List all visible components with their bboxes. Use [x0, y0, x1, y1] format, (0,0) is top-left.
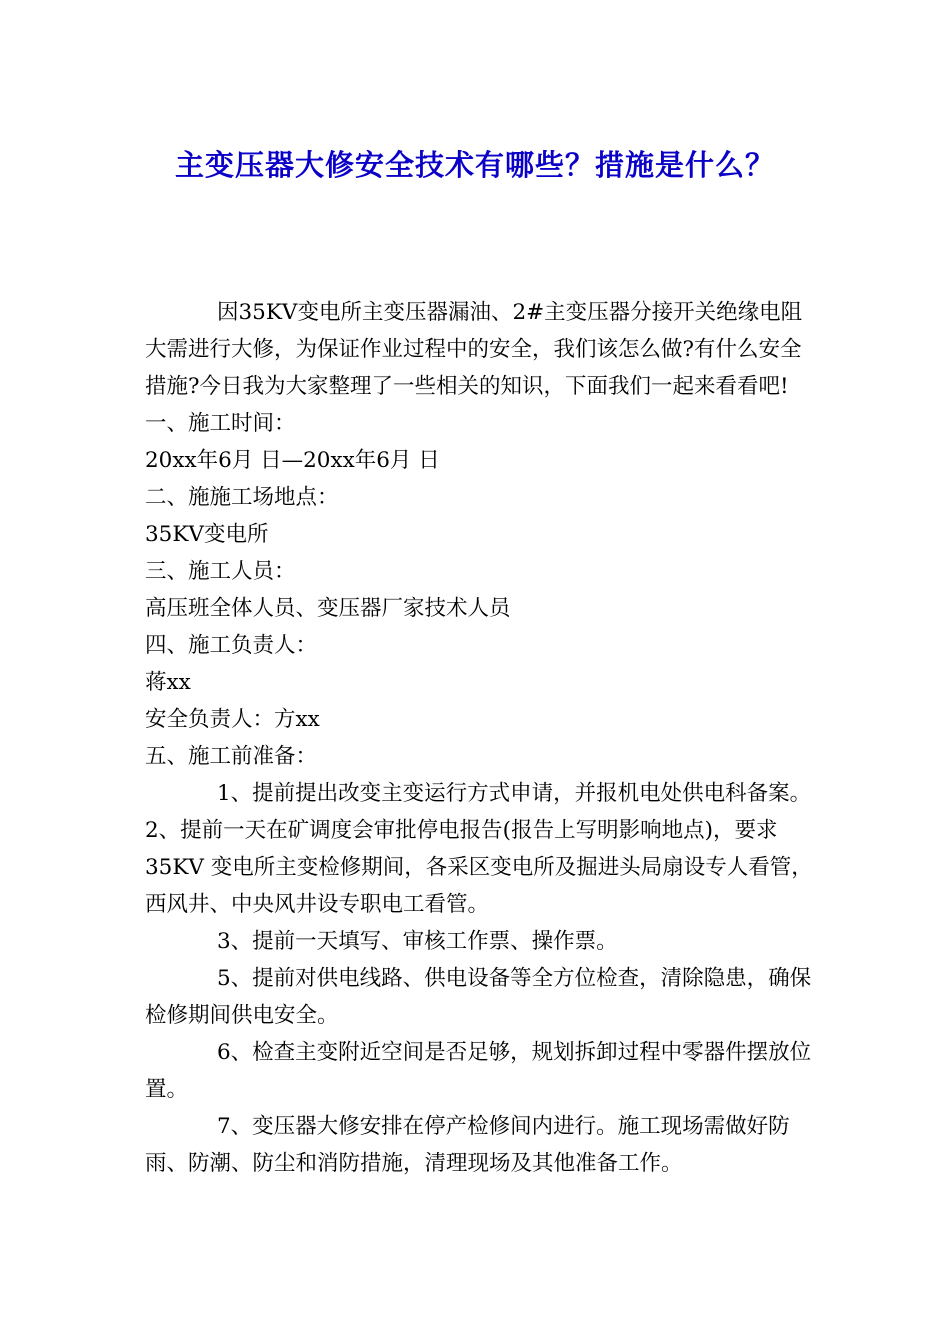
preparation-item-1-2: 1、提前提出改变主变运行方式申请，并报机电处供电科备案。 2、提前一天在矿调度会审批停电报告(报告上写明影响地点)，要求35KV 变电所主变检修期间，各采区变电所及掘进头局扇设专人看管，西风井、中央风井设专职电工看管。: [145, 781, 813, 917]
document-title: 主变压器大修安全技术有哪些？措施是什么？: [174, 148, 775, 182]
section-value-time: 20xx年6月 日—20xx年6月 日: [145, 448, 440, 473]
safety-lead-line: 安全负责人：方xx: [145, 707, 320, 732]
preparation-item-5: 5、提前对供电线路、供电设备等全方位检查，清除隐患，确保检修期间供电安全。: [145, 966, 812, 1028]
document-body: [145, 294, 815, 1182]
section-heading-preparation: 五、施工前准备：: [145, 744, 318, 769]
intro-paragraph: 因35KV变电所主变压器漏油、2#主变压器分接开关绝缘电阻大需进行大修，为保证作业过程中的安全，我们该怎么做?有什么安全措施?今日我为大家整理了一些相关的知识，下面我们一起来看看吧!: [145, 300, 803, 399]
section-value-lead: 蒋xx: [145, 670, 191, 695]
preparation-item-7: 7、变压器大修安排在停产检修间内进行。施工现场需做好防雨、防潮、防尘和消防措施，清理现场及其他准备工作。: [145, 1114, 790, 1176]
section-heading-lead: 四、施工负责人：: [145, 633, 318, 658]
preparation-item-6: 6、检查主变附近空间是否足够，规划拆卸过程中零器件摆放位置。: [145, 1040, 812, 1102]
section-value-personnel: 高压班全体人员、变压器厂家技术人员: [145, 596, 511, 621]
section-heading-location: 二、施施工场地点：: [145, 485, 339, 510]
section-heading-personnel: 三、施工人员：: [145, 559, 296, 584]
preparation-item-3: 3、提前一天填写、审核工作票、操作票。: [217, 929, 618, 954]
section-value-location: 35KV变电所: [145, 522, 269, 547]
section-heading-time: 一、施工时间：: [145, 411, 296, 436]
